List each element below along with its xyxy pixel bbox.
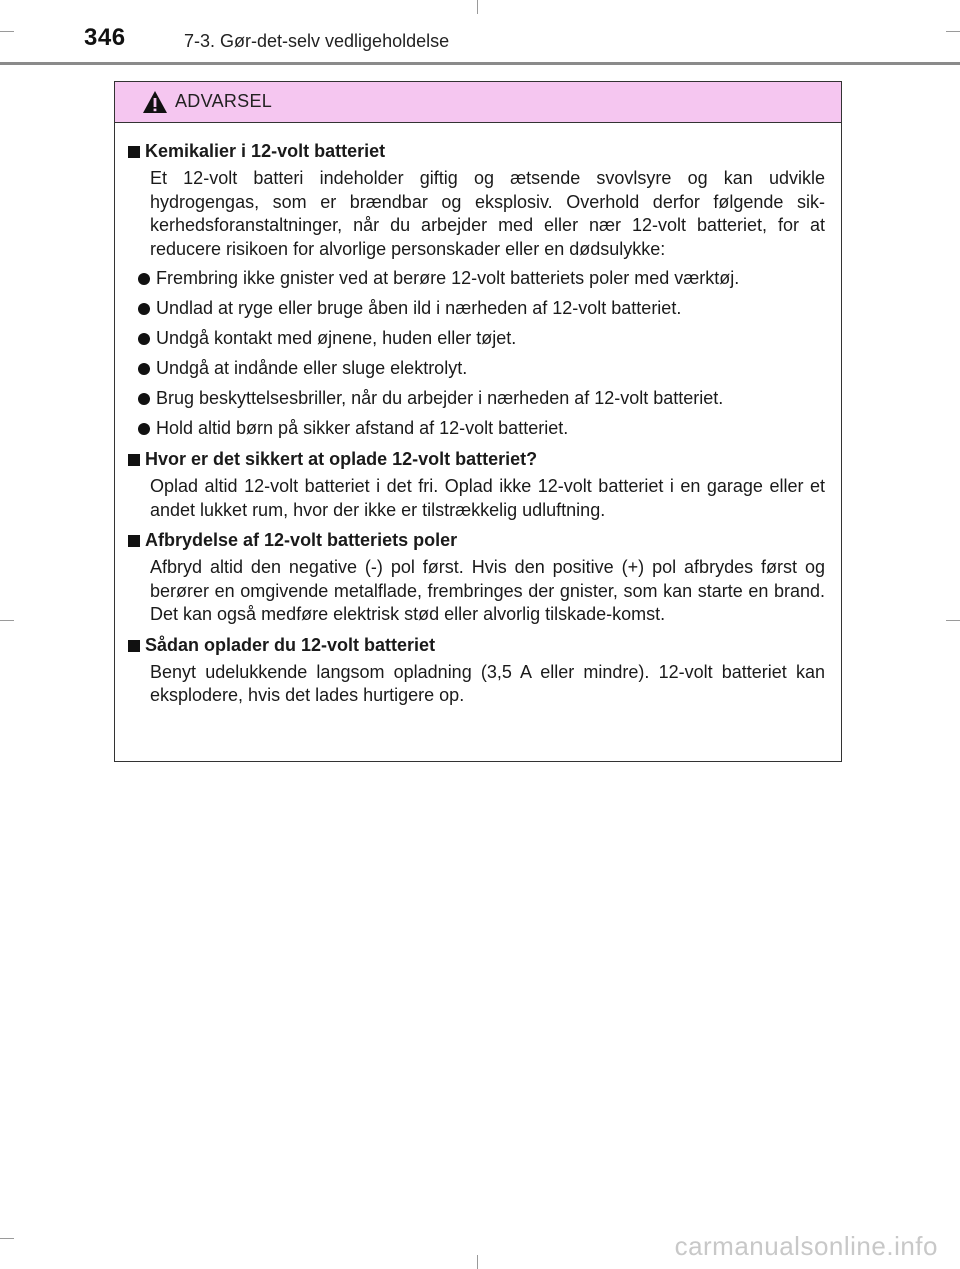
round-bullet-icon — [138, 303, 150, 315]
chapter-title: 7-3. Gør-det-selv vedligeholdelse — [184, 31, 450, 51]
list-item-text: Brug beskyttelsesbriller, når du arbejder i nærheden af 12-volt batteriet. — [156, 388, 724, 408]
section-disconnect-poles — [124, 528, 825, 627]
section-heading — [124, 633, 825, 659]
section-heading-text: Sådan oplader du 12-volt batteriet — [145, 634, 436, 655]
warning-triangle-icon — [142, 89, 168, 115]
section-heading-text: Afbrydelse af 12-volt batteriets poler — [145, 530, 458, 551]
watermark: carmanualsonline.info — [674, 1231, 938, 1261]
list-item — [138, 357, 825, 381]
crop-mark — [946, 620, 960, 621]
round-bullet-icon — [138, 273, 150, 285]
list-item — [138, 267, 825, 291]
list-item-text: Undlad at ryge eller bruge åben ild i nærheden af 12-volt batteriet. — [156, 298, 682, 318]
list-item — [138, 297, 825, 321]
section-paragraph: Afbryd altid den negative (-) pol først. Hvis den positive (+) pol afbrydes først og berører en omgivende metalflade, frembringes der gnister, som kan starte en brand. Det kan også medføre elektrisk stød eller alvorlig tilskade-komst. — [150, 557, 825, 624]
page-number: 346 — [84, 24, 126, 51]
warning-body — [115, 123, 841, 708]
crop-mark — [0, 1238, 14, 1239]
square-bullet-icon — [128, 535, 140, 547]
square-bullet-icon — [128, 454, 140, 466]
square-bullet-icon — [128, 640, 140, 652]
round-bullet-icon — [138, 363, 150, 375]
section-charging-location — [124, 447, 825, 522]
warning-box — [114, 81, 842, 762]
list-item — [138, 327, 825, 351]
section-heading-text: Kemikalier i 12-volt batteriet — [145, 141, 386, 162]
list-item-text: Undgå at indånde eller sluge elektrolyt. — [156, 358, 468, 378]
bullet-list — [138, 267, 825, 441]
square-bullet-icon — [128, 146, 140, 158]
round-bullet-icon — [138, 333, 150, 345]
crop-mark — [477, 1255, 478, 1269]
section-heading — [124, 447, 825, 473]
warning-label: ADVARSEL — [175, 91, 273, 111]
round-bullet-icon — [138, 393, 150, 405]
list-item — [138, 417, 825, 441]
warning-header — [115, 82, 841, 123]
page-header — [0, 0, 960, 64]
header-rule — [0, 62, 960, 65]
section-paragraph: Benyt udelukkende langsom opladning (3,5 A eller mindre). 12-volt batteriet kan eksplodere, hvis det lades hurtigere op. — [150, 661, 825, 705]
list-item — [138, 387, 825, 411]
section-heading-text: Hvor er det sikkert at oplade 12-volt batteriet? — [145, 449, 538, 470]
round-bullet-icon — [138, 423, 150, 435]
section-heading — [124, 139, 825, 165]
section-paragraph: Et 12-volt batteri indeholder giftig og ætsende svovlsyre og kan udvikle hydrogengas, som er brændbar og eksplosiv. Overhold derfor følgende sik-kerhedsforanstaltninger, når du arbejder med eller nær 12-volt batteriet, for at reducere risikoen for alvorlige personskader eller en dødsulykke: — [150, 168, 825, 259]
section-how-to-charge — [124, 633, 825, 708]
list-item-text: Hold altid børn på sikker afstand af 12-volt batteriet. — [156, 418, 569, 438]
list-item-text: Undgå kontakt med øjnene, huden eller tøjet. — [156, 328, 517, 348]
section-heading — [124, 528, 825, 554]
section-paragraph: Oplad altid 12-volt batteriet i det fri. Oplad ikke 12-volt batteriet i en garage eller et andet lukket rum, hvor der ikke er tilstrækkelig udluftning. — [150, 476, 825, 520]
list-item-text: Frembring ikke gnister ved at berøre 12-volt batteriets poler med værktøj. — [156, 268, 740, 288]
section-chemicals — [124, 139, 825, 441]
crop-mark — [0, 620, 14, 621]
